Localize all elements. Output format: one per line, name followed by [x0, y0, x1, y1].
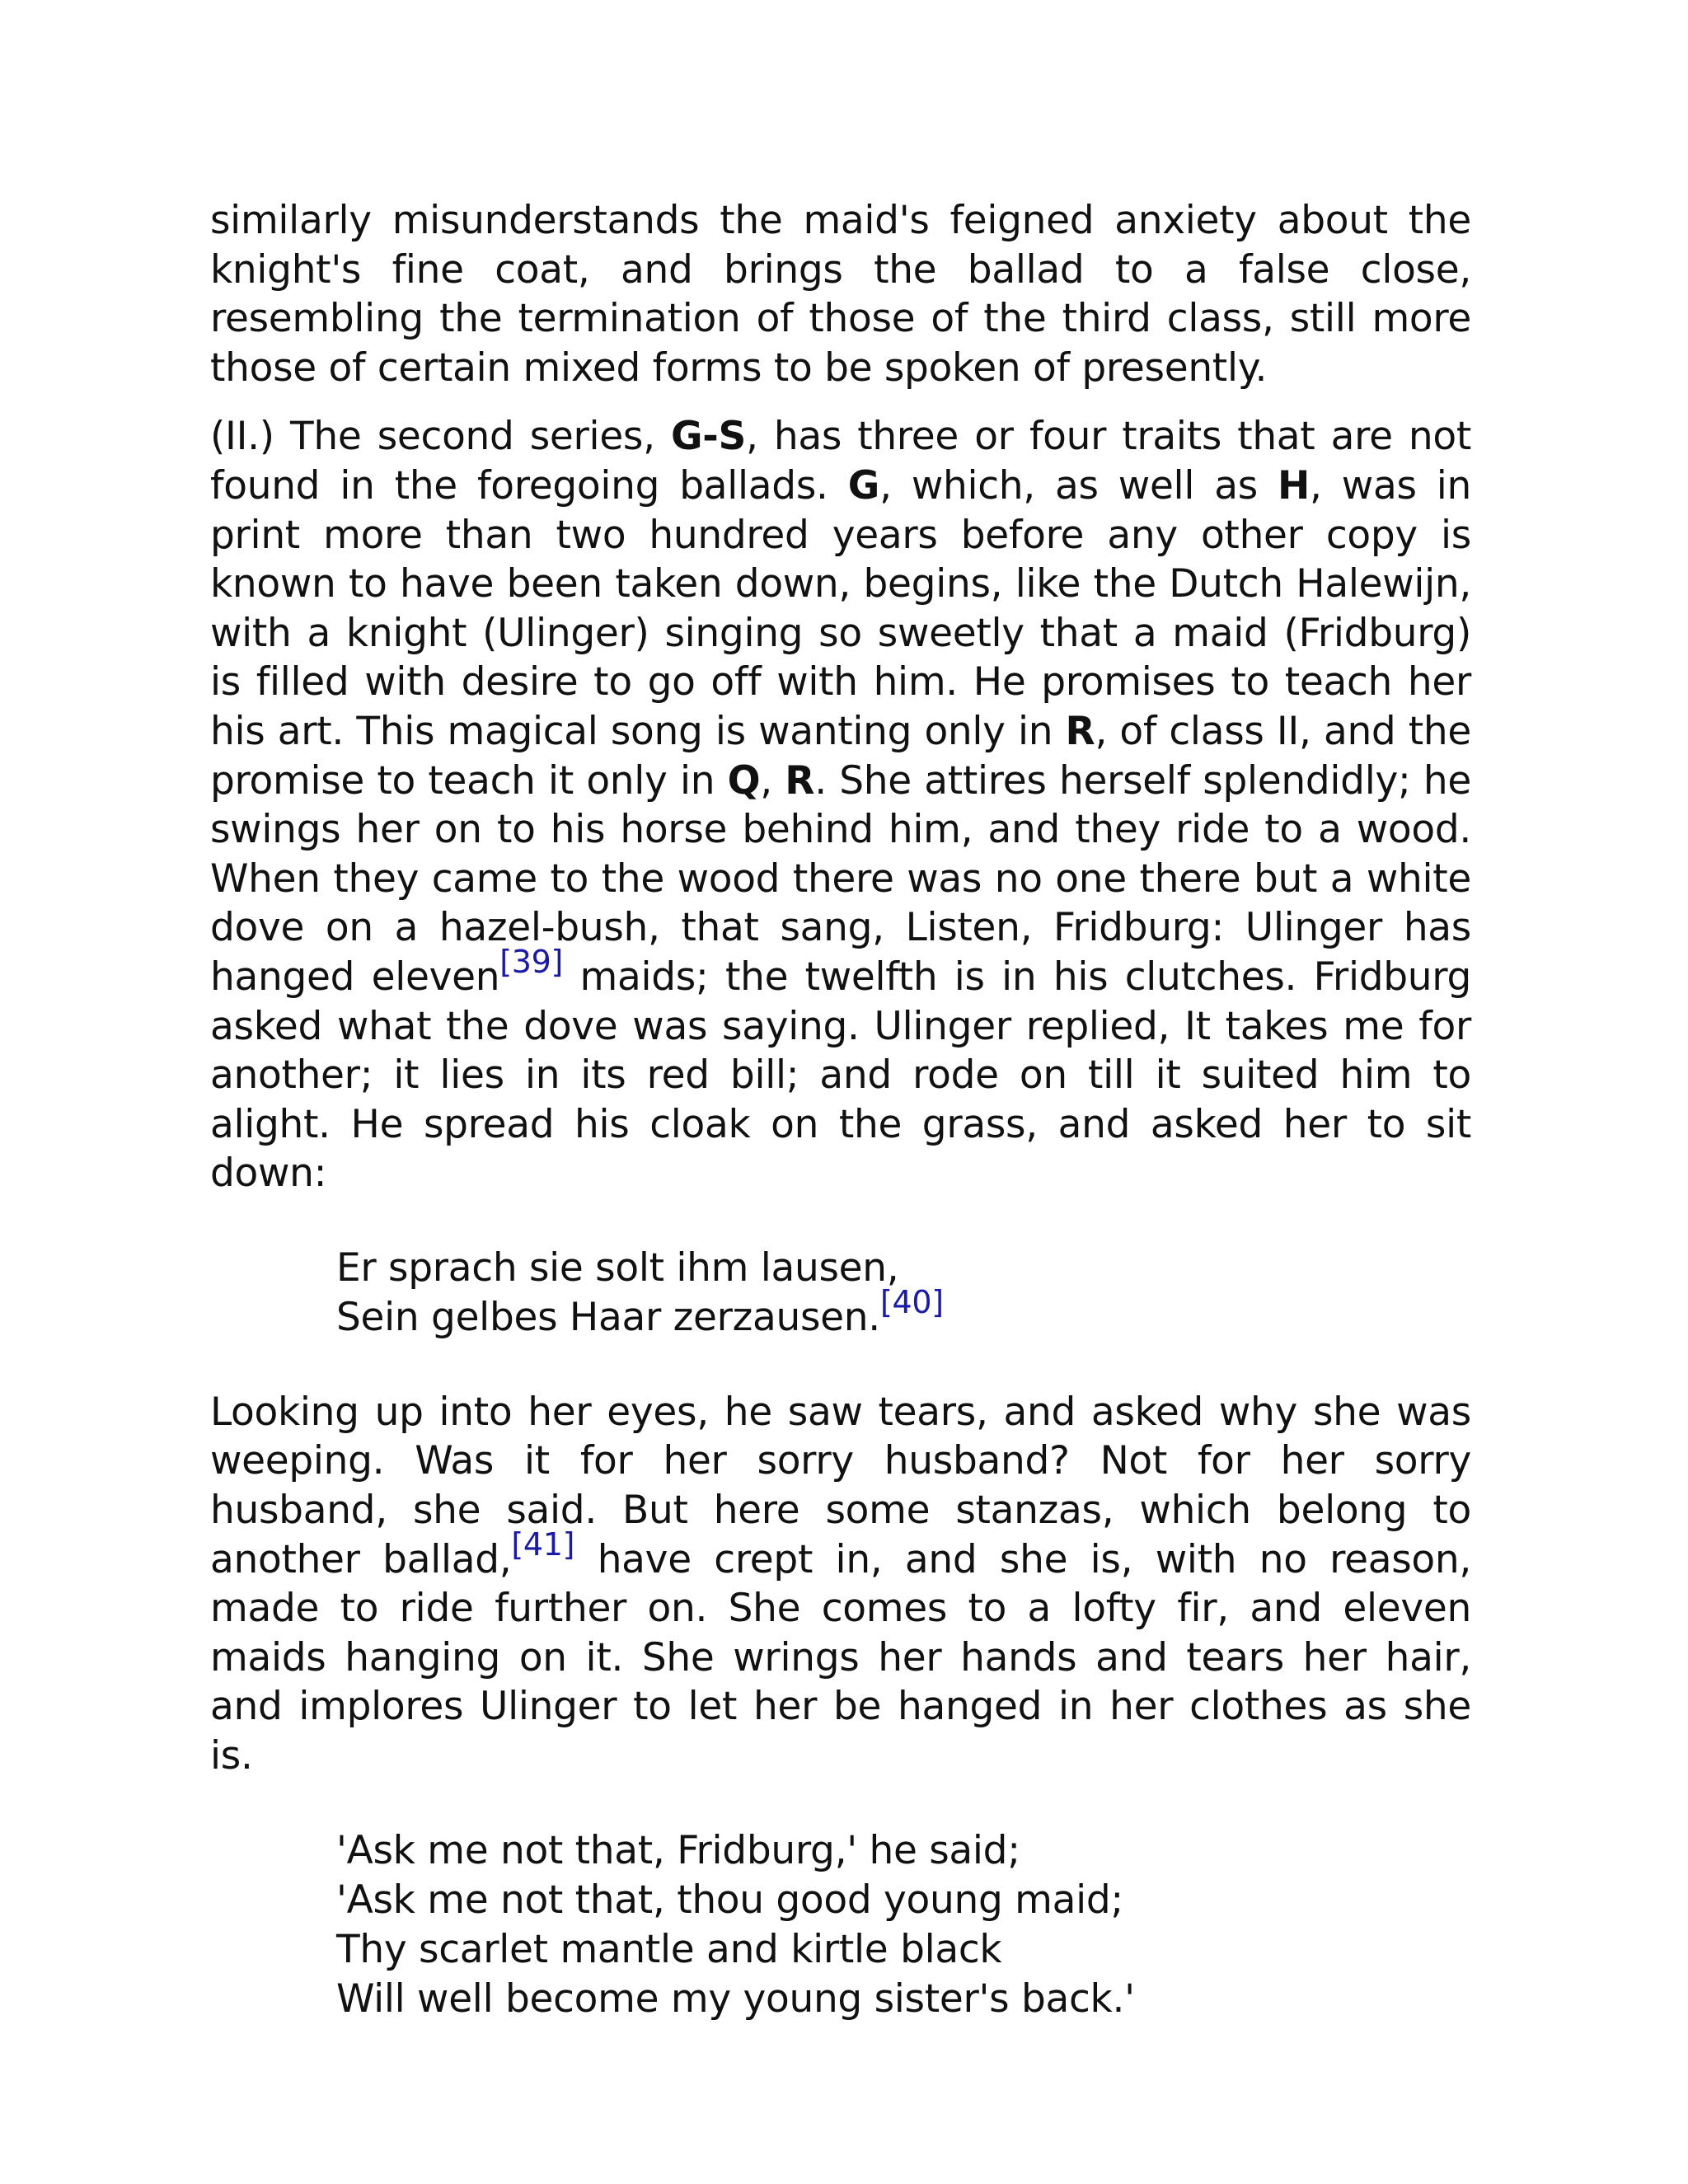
document-page	[210, 196, 1471, 2069]
verse-2-line-1: 'Ask me not that, Fridburg,' he said;	[336, 1827, 1020, 1873]
bold-ref-q: Q	[727, 757, 761, 804]
verse-1-line-1: Er sprach sie solt ihm lausen,	[336, 1244, 899, 1291]
paragraph-1-text: similarly misunderstands the maid's feigned anxiety about the knight's fine coat, and brings the ballad to a false close, resembling the termination of those of the third class, still more those of certain mixed forms to be spoken of presently.	[210, 198, 1471, 391]
paragraph-2-text-g: ,	[760, 757, 785, 804]
paragraph-2	[210, 412, 1471, 1198]
paragraph-3-text-b: have crept in, and she is, with no reason, made to ride further on. She comes to a lofty fir, and eleven maids hanging on it. She wrings her hands and tears her hair, and implores Ulinger to let her be hanged in her clothes as she is.	[210, 1536, 1471, 1779]
paragraph-2-text-a: (II.) The second series,	[210, 414, 671, 460]
verse-1-line-2	[336, 1283, 1471, 1343]
verse-1-line-2-text: Sein gelbes Haar zerzausen.	[336, 1294, 880, 1340]
verse-2-line-2: 'Ask me not that, thou good young maid;	[336, 1877, 1123, 1923]
paragraph-2-text-d: , which, as well as	[879, 462, 1278, 509]
bold-ref-h: H	[1278, 462, 1311, 509]
paragraph-2-text-h: . She attires herself splendidly; he swings her on to his horse behind him, and they ride to a wood. When they came to the wood there was no one there but a white dove on a hazel-bush, that sang, Listen, Fridburg: Ulinger has hanged eleven	[210, 757, 1472, 1000]
bold-ref-r: R	[1065, 708, 1095, 754]
footnote-link-39[interactable]: [39]	[499, 944, 564, 981]
paragraph-2-text-i: maids; the twelfth is in his clutches. Fridburg asked what the dove was saying. Ulinger replied, It takes me for another; it lies in its red bill; and rode on till it suited him to alight. He spread his cloak on the grass, and asked her to sit down:	[210, 954, 1471, 1197]
paragraph-3	[210, 1388, 1471, 1781]
paragraph-3-text-a: Looking up into her eyes, he saw tears, and asked why she was weeping. Was it for her sorry husband? Not for her sorry husband, she said. But here some stanzas, which belong to another ballad,	[210, 1389, 1471, 1582]
paragraph-2-text-e: , was in print more than two hundred years before any other copy is known to have been taken down, begins, like the Dutch Halewijn, with a knight (Ulinger) singing so sweetly that a maid (Fridburg) is filled with desire to go off with him. He promises to teach her his art. This magical song is wanting only in	[210, 462, 1471, 754]
paragraph-2-text-c: , has three or four traits that are not found in the foregoing ballads.	[210, 414, 1471, 509]
verse-block-1	[336, 1244, 1471, 1343]
bold-ref-r-2: R	[785, 757, 815, 804]
paragraph-2-text-f: , of class II, and the promise to teach it only in	[210, 708, 1472, 804]
verse-block-2	[336, 1826, 1471, 2024]
footnote-link-41[interactable]: [41]	[511, 1526, 575, 1563]
bold-ref-g: G	[847, 462, 880, 509]
bold-ref-g-s: G-S	[670, 414, 746, 460]
verse-2-line-4: Will well become my young sister's back.'	[336, 1975, 1135, 2022]
footnote-link-40[interactable]: [40]	[879, 1283, 944, 1320]
verse-2-line-3: Thy scarlet mantle and kirtle black	[336, 1926, 1002, 1972]
paragraph-1	[210, 196, 1471, 392]
